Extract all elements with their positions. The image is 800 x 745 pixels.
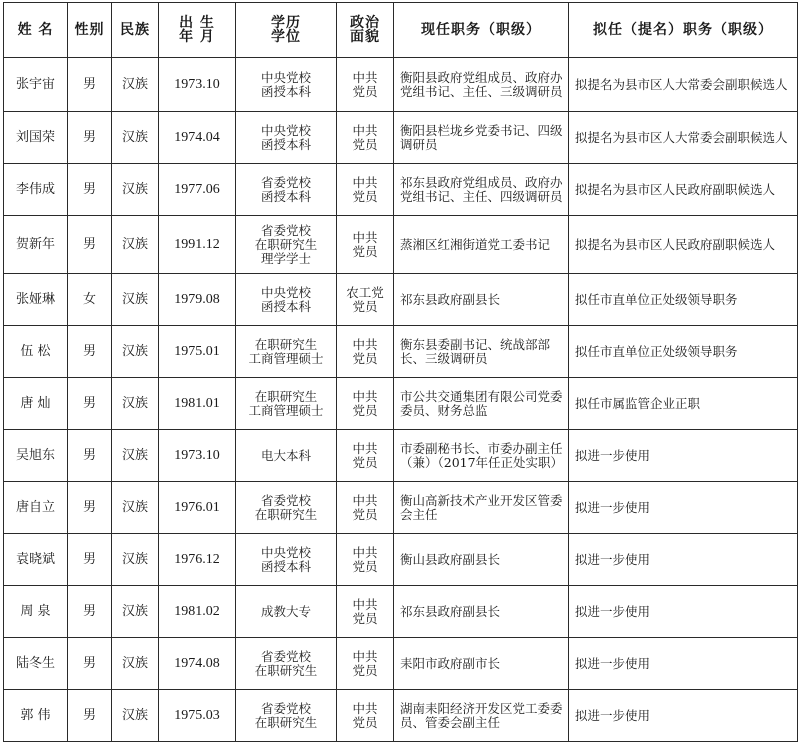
header-education-line1: 学历	[271, 15, 301, 31]
table-row	[4, 690, 798, 742]
cell-education: 省委党校 在职研究生 理学学士	[236, 216, 337, 274]
cell-current-post: 祁东县政府副县长	[394, 274, 569, 326]
cell-ethnicity: 汉族	[112, 58, 159, 112]
cell-party: 中共 党员	[337, 638, 394, 690]
candidate-table	[3, 2, 798, 742]
cell-current-post: 衡东县委副书记、统战部部长、三级调研员	[394, 326, 569, 378]
cell-birth: 1974.04	[159, 112, 236, 164]
cell-birth: 1991.12	[159, 216, 236, 274]
table-row	[4, 274, 798, 326]
header-birth-line2: 年 月	[179, 29, 215, 45]
table-row	[4, 378, 798, 430]
table-header-row	[4, 3, 798, 58]
cell-party: 中共 党员	[337, 586, 394, 638]
table-row	[4, 534, 798, 586]
cell-party: 中共 党员	[337, 164, 394, 216]
cell-birth: 1973.10	[159, 430, 236, 482]
cell-name: 李伟成	[4, 164, 68, 216]
table-row	[4, 326, 798, 378]
header-name: 姓 名	[4, 3, 68, 58]
cell-gender: 女	[68, 274, 112, 326]
cell-proposed-post: 拟任市属监管企业正职	[569, 378, 798, 430]
cell-birth: 1976.12	[159, 534, 236, 586]
cell-name: 张宇宙	[4, 58, 68, 112]
header-education	[236, 3, 337, 58]
cell-birth: 1975.03	[159, 690, 236, 742]
cell-gender: 男	[68, 112, 112, 164]
cell-ethnicity: 汉族	[112, 326, 159, 378]
cell-name: 吴旭东	[4, 430, 68, 482]
cell-proposed-post: 拟进一步使用	[569, 690, 798, 742]
cell-party: 中共 党员	[337, 378, 394, 430]
cell-party: 中共 党员	[337, 430, 394, 482]
cell-ethnicity: 汉族	[112, 216, 159, 274]
cell-name: 刘国荣	[4, 112, 68, 164]
cell-ethnicity: 汉族	[112, 274, 159, 326]
cell-birth: 1974.08	[159, 638, 236, 690]
cell-name: 贺新年	[4, 216, 68, 274]
table-row	[4, 482, 798, 534]
cell-gender: 男	[68, 586, 112, 638]
header-current-post: 现任职务（职级）	[394, 3, 569, 58]
cell-gender: 男	[68, 638, 112, 690]
cell-current-post: 祁东县政府副县长	[394, 586, 569, 638]
cell-birth: 1981.01	[159, 378, 236, 430]
cell-birth: 1979.08	[159, 274, 236, 326]
cell-name: 唐自立	[4, 482, 68, 534]
cell-gender: 男	[68, 216, 112, 274]
cell-current-post: 湖南耒阳经济开发区党工委委员、管委会副主任	[394, 690, 569, 742]
cell-gender: 男	[68, 482, 112, 534]
table-row	[4, 216, 798, 274]
cell-education: 中央党校 函授本科	[236, 112, 337, 164]
cell-name: 陆冬生	[4, 638, 68, 690]
cell-name: 周 泉	[4, 586, 68, 638]
table-row	[4, 164, 798, 216]
cell-proposed-post: 拟进一步使用	[569, 430, 798, 482]
cell-current-post: 衡阳县栏垅乡党委书记、四级调研员	[394, 112, 569, 164]
cell-party: 中共 党员	[337, 690, 394, 742]
cell-birth: 1976.01	[159, 482, 236, 534]
cell-party: 中共 党员	[337, 326, 394, 378]
cell-education: 中央党校 函授本科	[236, 274, 337, 326]
cell-proposed-post: 拟进一步使用	[569, 638, 798, 690]
cell-proposed-post: 拟提名为县市区人大常委会副职候选人	[569, 112, 798, 164]
cell-name: 郭 伟	[4, 690, 68, 742]
cell-current-post: 衡山县政府副县长	[394, 534, 569, 586]
cell-proposed-post: 拟提名为县市区人民政府副职候选人	[569, 216, 798, 274]
cell-current-post: 耒阳市政府副市长	[394, 638, 569, 690]
cell-party: 农工党 党员	[337, 274, 394, 326]
cell-gender: 男	[68, 326, 112, 378]
cell-ethnicity: 汉族	[112, 534, 159, 586]
cell-education: 省委党校 函授本科	[236, 164, 337, 216]
cell-proposed-post: 拟任市直单位正处级领导职务	[569, 326, 798, 378]
cell-education: 省委党校 在职研究生	[236, 690, 337, 742]
table-row	[4, 430, 798, 482]
cell-birth: 1973.10	[159, 58, 236, 112]
cell-proposed-post: 拟提名为县市区人大常委会副职候选人	[569, 58, 798, 112]
cell-birth: 1981.02	[159, 586, 236, 638]
header-party-line1: 政治	[350, 15, 380, 31]
cell-proposed-post: 拟进一步使用	[569, 586, 798, 638]
cell-gender: 男	[68, 58, 112, 112]
cell-name: 袁晓斌	[4, 534, 68, 586]
cell-proposed-post: 拟进一步使用	[569, 534, 798, 586]
table-row	[4, 586, 798, 638]
cell-party: 中共 党员	[337, 534, 394, 586]
cell-ethnicity: 汉族	[112, 690, 159, 742]
cell-current-post: 市委副秘书长、市委办副主任（兼）（2017年任正处实职）	[394, 430, 569, 482]
table-row	[4, 638, 798, 690]
header-proposed-post: 拟任（提名）职务（职级）	[569, 3, 798, 58]
header-gender: 性别	[68, 3, 112, 58]
header-education-line2: 学位	[271, 29, 301, 45]
table-row	[4, 58, 798, 112]
header-birth-line1: 出 生	[179, 15, 215, 31]
cell-party: 中共 党员	[337, 482, 394, 534]
cell-gender: 男	[68, 534, 112, 586]
cell-education: 成教大专	[236, 586, 337, 638]
cell-gender: 男	[68, 164, 112, 216]
cell-gender: 男	[68, 430, 112, 482]
cell-birth: 1975.01	[159, 326, 236, 378]
cell-education: 中央党校 函授本科	[236, 58, 337, 112]
cell-birth: 1977.06	[159, 164, 236, 216]
cell-gender: 男	[68, 378, 112, 430]
cell-education: 省委党校 在职研究生	[236, 638, 337, 690]
table-row	[4, 112, 798, 164]
cell-ethnicity: 汉族	[112, 164, 159, 216]
cell-current-post: 市公共交通集团有限公司党委委员、财务总监	[394, 378, 569, 430]
cell-current-post: 衡阳县政府党组成员、政府办党组书记、主任、三级调研员	[394, 58, 569, 112]
cell-gender: 男	[68, 690, 112, 742]
cell-education: 在职研究生 工商管理硕士	[236, 326, 337, 378]
header-party-line2: 面貌	[350, 29, 380, 45]
cell-education: 中央党校 函授本科	[236, 534, 337, 586]
cell-proposed-post: 拟任市直单位正处级领导职务	[569, 274, 798, 326]
header-birth	[159, 3, 236, 58]
header-ethnicity: 民族	[112, 3, 159, 58]
cell-ethnicity: 汉族	[112, 378, 159, 430]
cell-current-post: 衡山高新技术产业开发区管委会主任	[394, 482, 569, 534]
cell-ethnicity: 汉族	[112, 482, 159, 534]
cell-name: 张娅琳	[4, 274, 68, 326]
cell-party: 中共 党员	[337, 58, 394, 112]
cell-party: 中共 党员	[337, 216, 394, 274]
cell-proposed-post: 拟进一步使用	[569, 482, 798, 534]
cell-current-post: 祁东县政府党组成员、政府办党组书记、主任、四级调研员	[394, 164, 569, 216]
cell-education: 省委党校 在职研究生	[236, 482, 337, 534]
cell-ethnicity: 汉族	[112, 638, 159, 690]
cell-education: 电大本科	[236, 430, 337, 482]
cell-proposed-post: 拟提名为县市区人民政府副职候选人	[569, 164, 798, 216]
cell-name: 伍 松	[4, 326, 68, 378]
cell-ethnicity: 汉族	[112, 430, 159, 482]
cell-current-post: 蒸湘区红湘街道党工委书记	[394, 216, 569, 274]
cell-education: 在职研究生 工商管理硕士	[236, 378, 337, 430]
header-party	[337, 3, 394, 58]
cell-name: 唐 灿	[4, 378, 68, 430]
cell-party: 中共 党员	[337, 112, 394, 164]
cell-ethnicity: 汉族	[112, 112, 159, 164]
cell-ethnicity: 汉族	[112, 586, 159, 638]
